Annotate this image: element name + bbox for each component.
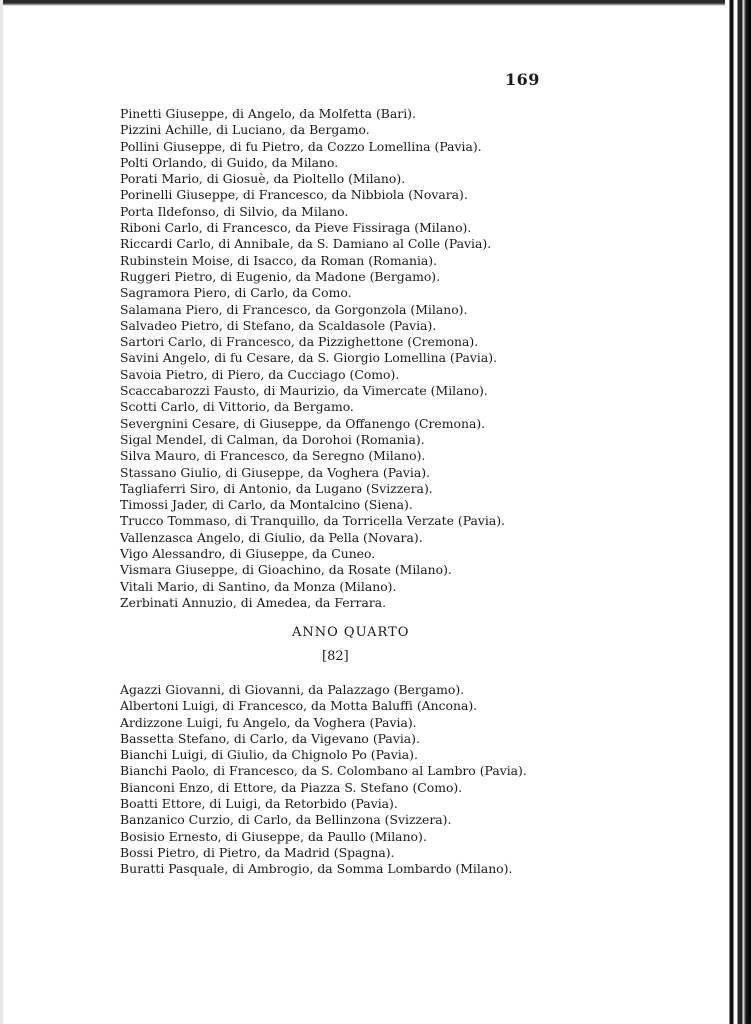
list-entry: Porati Mario, di Giosuè, da Pioltello (Milano). [120,171,406,187]
list-entry: Porinelli Giuseppe, di Francesco, da Nibbiola (Novara). [120,187,468,203]
student-list-first [120,106,505,611]
page-number: 169 [505,70,540,89]
list-entry: Vitali Mario, di Santino, da Monza (Milano). [120,578,397,594]
list-entry: Buratti Pasquale, di Ambrogio, da Somma Lombardo (Milano). [120,861,513,877]
list-entry: Pizzini Achille, di Luciano, da Bergamo. [120,122,370,138]
list-entry: Bianconi Enzo, di Ettore, da Piazza S. Stefano (Como). [120,779,463,795]
list-entry: Stassano Giulio, di Giuseppe, da Voghera (Pavia). [120,464,431,480]
list-entry: Bianchi Paolo, di Francesco, da S. Colombano al Lambro (Pavia). [120,763,527,779]
list-entry: Ardizzone Luigi, fu Angelo, da Voghera (Pavia). [120,714,417,730]
list-entry: Salamana Piero, di Francesco, da Gorgonzola (Milano). [120,301,468,317]
list-entry: Vigo Alessandro, di Giuseppe, da Cuneo. [120,546,376,562]
section-title: ANNO QUARTO [292,625,410,640]
list-entry: Vallenzasca Angelo, di Giulio, da Pella (Novara). [120,529,423,545]
list-entry: Savini Angelo, di fu Cesare, da S. Giorgio Lomellina (Pavia). [120,350,498,366]
list-entry: Albertoni Luigi, di Francesco, da Motta Baluffi (Ancona). [120,698,478,714]
list-entry: Scaccabarozzi Fausto, di Maurizio, da Vimercate (Milano). [120,383,488,399]
list-entry: Bassetta Stefano, di Carlo, da Vigevano (Pavia). [120,730,420,746]
list-entry: Trucco Tommaso, di Tranquillo, da Torricella Verzate (Pavia). [120,513,506,529]
list-entry: Banzanico Curzio, di Carlo, da Bellinzona (Svizzera). [120,812,452,828]
list-entry: Riccardi Carlo, di Annibale, da S. Damiano al Colle (Pavia). [120,236,492,252]
list-entry: Bossi Pietro, di Pietro, da Madrid (Spagna). [120,844,395,860]
page-left-edge [0,0,3,1024]
page-top-shadow [0,0,751,6]
list-entry: Pinetti Giuseppe, di Angelo, da Molfetta (Bari). [120,106,416,121]
list-entry: Ruggeri Pietro, di Eugenio, da Madone (Bergamo). [120,268,441,284]
list-entry: Agazzi Giovanni, di Giovanni, da Palazzago (Bergamo). [120,682,465,697]
list-entry: Boatti Ettore, di Luigi, da Retorbido (Pavia). [120,796,398,812]
list-entry: Silva Mauro, di Francesco, da Seregno (Milano). [120,448,426,464]
list-entry: Salvadeo Pietro, di Stefano, da Scaldasole (Pavia). [120,317,437,333]
list-entry: Timossi Jader, di Carlo, da Montalcino (Siena). [120,497,413,513]
list-entry: Polti Orlando, di Guido, da Milano. [120,154,339,170]
list-entry: Scotti Carlo, di Vittorio, da Bergamo. [120,399,354,415]
list-entry: Sagramora Piero, di Carlo, da Como. [120,285,352,301]
book-binding-edge [725,0,751,1024]
list-entry: Savoia Pietro, di Piero, da Cucciago (Como). [120,366,400,382]
list-entry: Sigal Mendel, di Calman, da Dorohoi (Romania). [120,431,425,447]
list-entry: Bianchi Luigi, di Giulio, da Chignolo Po (Pavia). [120,747,418,763]
section-count: [82] [322,649,349,664]
list-entry: Severgnini Cesare, di Giuseppe, da Offanengo (Cremona). [120,415,486,431]
list-entry: Porta Ildefonso, di Silvio, da Milano. [120,203,349,219]
list-entry: Pollini Giuseppe, di fu Pietro, da Cozzo Lomellina (Pavia). [120,138,482,154]
student-list-second [120,682,527,878]
list-entry: Bosisio Ernesto, di Giuseppe, da Paullo (Milano). [120,828,427,844]
list-entry: Zerbinati Annuzio, di Amedea, da Ferrara. [120,594,387,610]
list-entry: Riboni Carlo, di Francesco, da Pieve Fissiraga (Milano). [120,220,472,236]
list-entry: Tagliaferri Siro, di Antonio, da Lugano (Svizzera). [120,480,433,496]
list-entry: Vismara Giuseppe, di Gioachino, da Rosate (Milano). [120,562,452,578]
list-entry: Sartori Carlo, di Francesco, da Pizzighettone (Cremona). [120,334,479,350]
list-entry: Rubinstein Moise, di Isacco, da Roman (Romania). [120,252,438,268]
